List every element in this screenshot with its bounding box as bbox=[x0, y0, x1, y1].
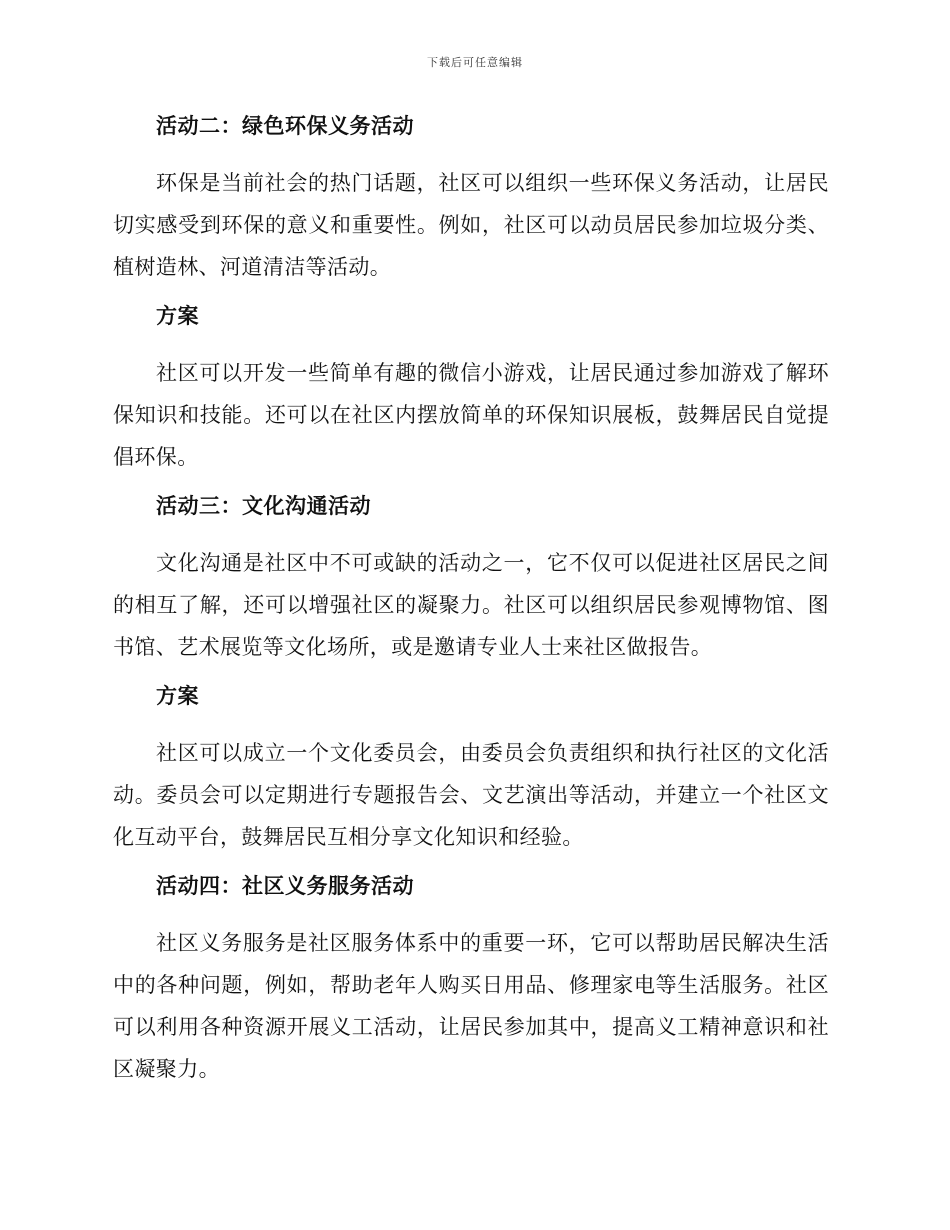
section-paragraph: 环保是当前社会的热门话题，社区可以组织一些环保义务活动，让居民切实感受到环保的意义和重要性。例如，社区可以动员居民参加垃圾分类、植树造林、河道清洁等活动。 bbox=[113, 171, 829, 279]
section-activity-4 bbox=[113, 868, 829, 1090]
section-heading: 活动二：绿色环保义务活动 bbox=[156, 114, 414, 138]
section-heading: 活动四：社区义务服务活动 bbox=[156, 874, 414, 898]
section-plan-2 bbox=[113, 678, 829, 858]
section-activity-3 bbox=[113, 488, 829, 668]
section-paragraph: 社区义务服务是社区服务体系中的重要一环，它可以帮助居民解决生活中的各种问题，例如，帮助老年人购买日用品、修理家电等生活服务。社区可以利用各种资源开展义工活动，让居民参加其中，提高义工精神意识和社区凝聚力。 bbox=[113, 931, 829, 1081]
section-paragraph: 文化沟通是社区中不可或缺的活动之一，它不仅可以促进社区居民之间的相互了解，还可以增强社区的凝聚力。社区可以组织居民参观博物馆、图书馆、艺术展览等文化场所，或是邀请专业人士来社区做报告。 bbox=[113, 551, 829, 659]
section-heading: 方案 bbox=[156, 684, 199, 708]
section-paragraph: 社区可以成立一个文化委员会，由委员会负责组织和执行社区的文化活动。委员会可以定期进行专题报告会、文艺演出等活动，并建立一个社区文化互动平台，鼓舞居民互相分享文化知识和经验。 bbox=[113, 741, 829, 849]
section-heading: 活动三：文化沟通活动 bbox=[156, 494, 371, 518]
header-note: 下载后可任意编辑 bbox=[427, 56, 523, 69]
section-paragraph: 社区可以开发一些简单有趣的微信小游戏，让居民通过参加游戏了解环保知识和技能。还可以在社区内摆放简单的环保知识展板，鼓舞居民自觉提倡环保。 bbox=[113, 361, 829, 469]
section-activity-2 bbox=[113, 108, 829, 288]
section-plan-1 bbox=[113, 298, 829, 478]
section-heading: 方案 bbox=[156, 304, 199, 328]
document-body bbox=[113, 108, 829, 1100]
